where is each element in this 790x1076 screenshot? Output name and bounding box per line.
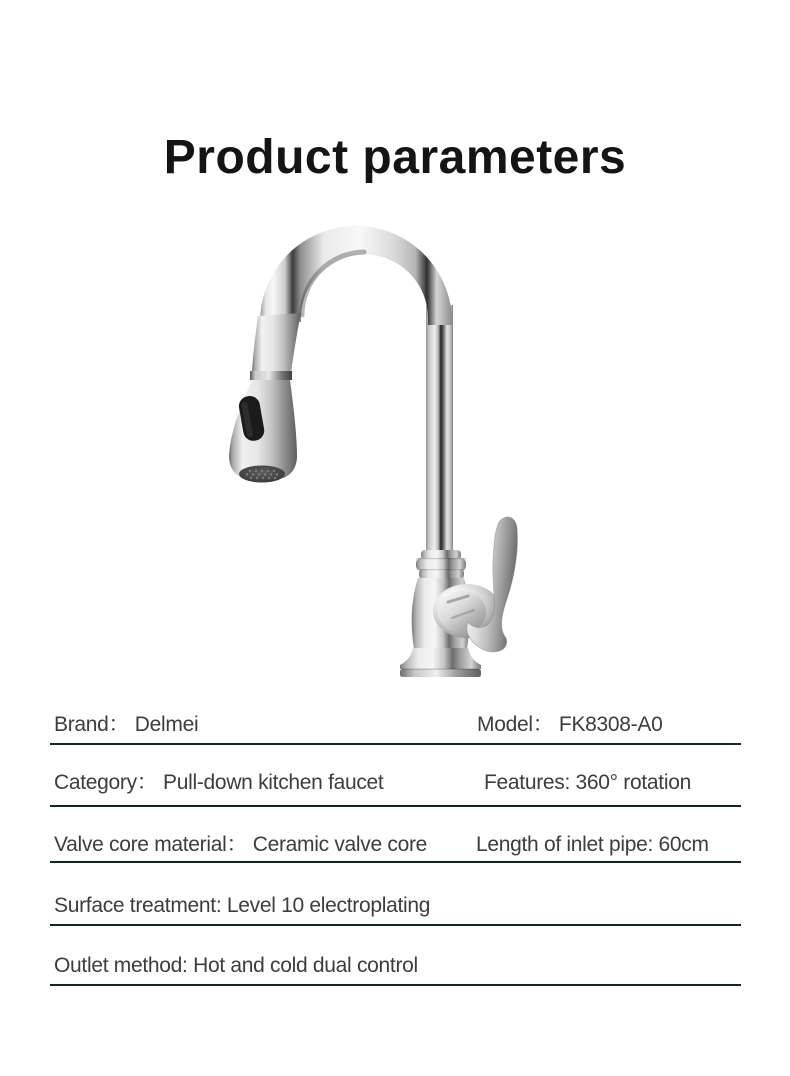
spec-row-surface-treatment (50, 893, 741, 919)
faucet-base (400, 648, 481, 677)
faucet-illustration (150, 190, 630, 690)
spray-nozzle-face (239, 466, 285, 483)
faucet-collar (416, 550, 466, 579)
spec-cell-category: Category： Pull-down kitchen faucet (54, 771, 384, 794)
divider-line (50, 805, 741, 807)
spec-cell-brand: Brand： Delmei (54, 713, 199, 736)
faucet-spout-arc (260, 222, 452, 325)
faucet-wand-sleeve (250, 313, 301, 380)
spec-cell-outlet-method: Outlet method: Hot and cold dual control (54, 954, 418, 977)
faucet-riser-pipe (426, 305, 453, 556)
divider-line (50, 861, 741, 863)
spec-row-brand-model (50, 712, 741, 738)
divider-line (50, 984, 741, 986)
spec-cell-model: Model： FK8308-A0 (477, 713, 663, 736)
faucet-spray-head (229, 380, 297, 483)
spec-row-valvecore-inletpipe (50, 832, 741, 858)
spec-cell-valve-core: Valve core material： Ceramic valve core (54, 833, 428, 856)
spec-cell-features: Features: 360° rotation (484, 771, 691, 794)
faucet-handle (467, 517, 518, 652)
spec-row-category-features (50, 770, 741, 796)
divider-line (50, 743, 741, 745)
page-title: Product parameters (163, 131, 627, 185)
spec-row-outlet-method (50, 953, 741, 979)
spec-cell-surface-treatment: Surface treatment: Level 10 electroplating (54, 894, 431, 917)
spec-cell-inlet-pipe: Length of inlet pipe: 60cm (476, 833, 709, 856)
divider-line (50, 924, 741, 926)
